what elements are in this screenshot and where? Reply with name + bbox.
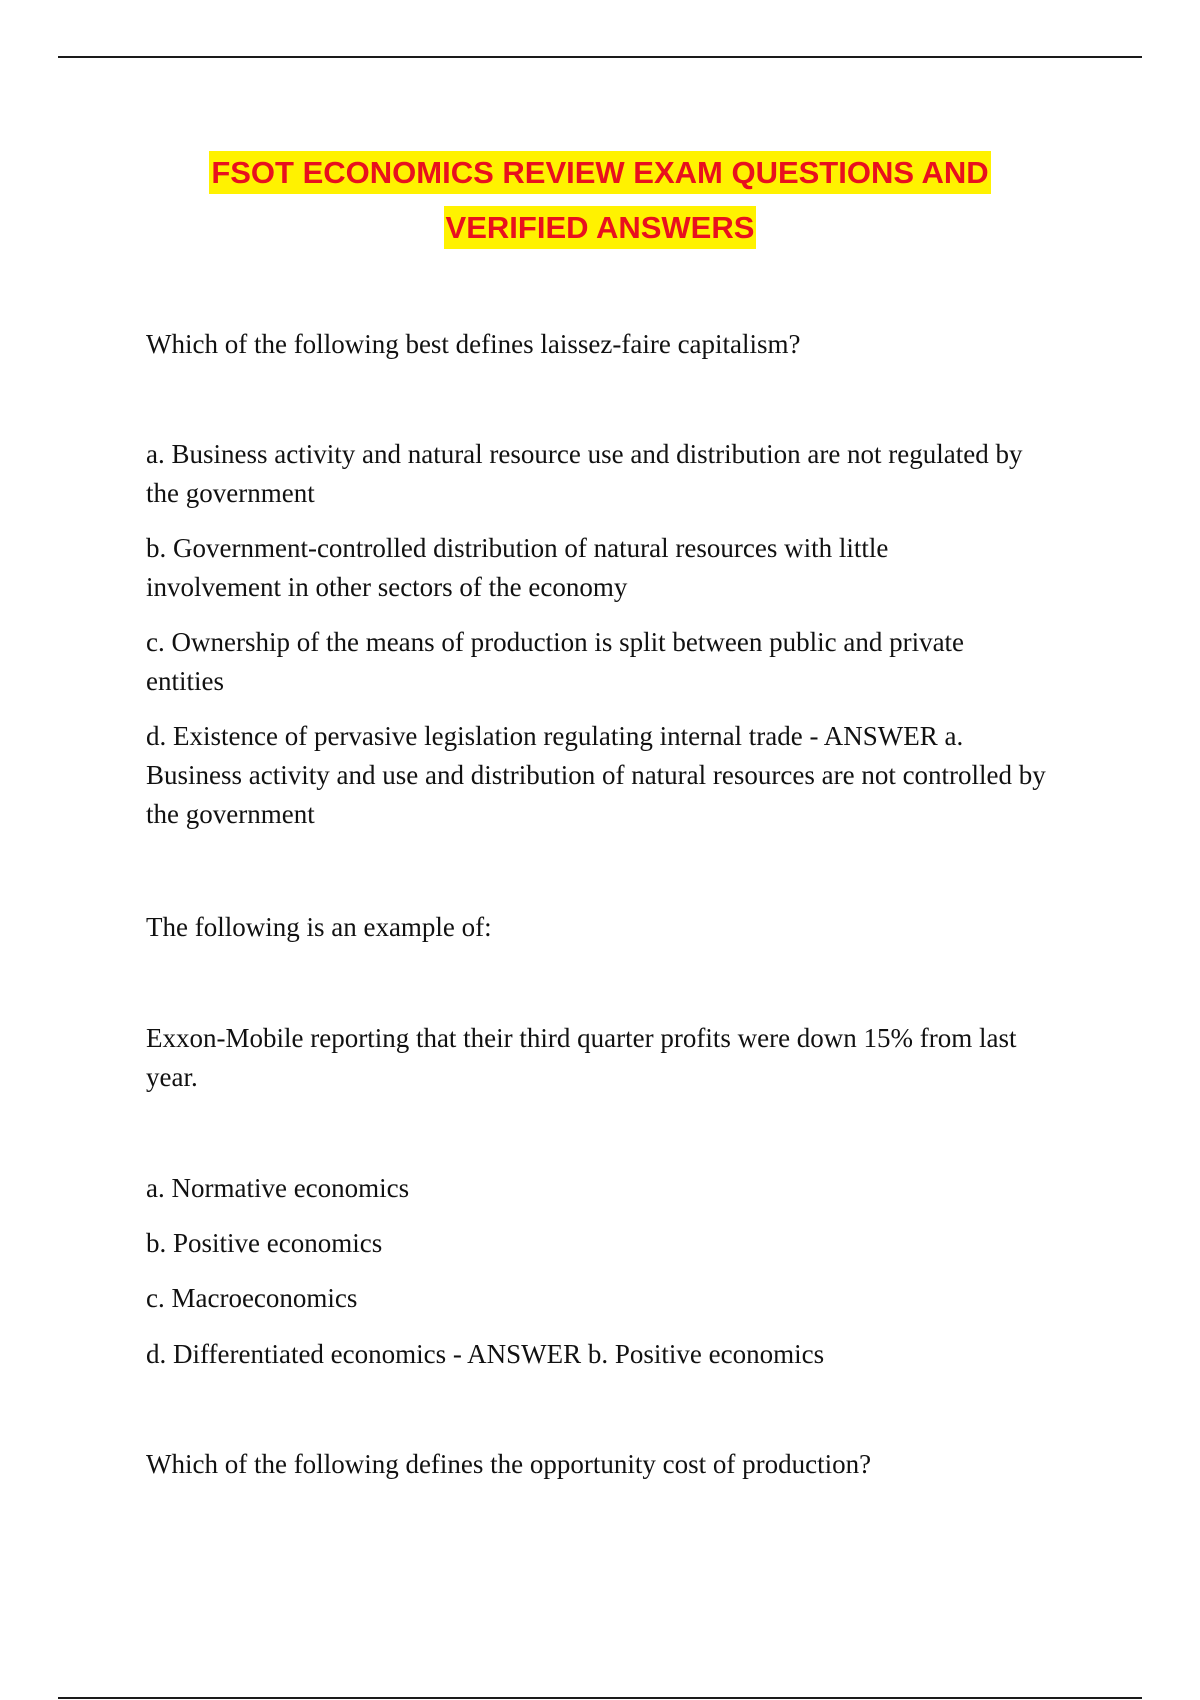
question-2-option-b: b. Positive economics bbox=[146, 1228, 383, 1258]
title-line-1: FSOT ECONOMICS REVIEW EXAM QUESTIONS AND bbox=[209, 151, 990, 194]
question-1-option-a: a. Business activity and natural resource use and distribution are not regulated by the government bbox=[146, 439, 1023, 508]
question-2-stem: The following is an example of: bbox=[146, 912, 492, 942]
question-1-stem: Which of the following best defines laissez-faire capitalism? bbox=[146, 329, 801, 359]
question-2-option-d: d. Differentiated economics - ANSWER b. Positive economics bbox=[146, 1339, 825, 1369]
question-1-option-b: b. Government-controlled distribution of natural resources with little involvement in other sectors of the economy bbox=[146, 533, 889, 602]
question-3-stem: Which of the following defines the opportunity cost of production? bbox=[146, 1449, 872, 1479]
title-line-2: VERIFIED ANSWERS bbox=[444, 206, 757, 249]
question-2-option-a: a. Normative economics bbox=[146, 1173, 410, 1203]
question-1-option-d: d. Existence of pervasive legislation regulating internal trade - ANSWER a. Business activity and use and distribution of natural resources are not controlled by the government bbox=[146, 721, 1046, 829]
bottom-rule bbox=[58, 1697, 1142, 1699]
document-title bbox=[140, 145, 1060, 255]
top-rule bbox=[58, 56, 1142, 58]
question-1-option-c: c. Ownership of the means of production is split between public and private entities bbox=[146, 627, 965, 696]
question-2-option-c: c. Macroeconomics bbox=[146, 1283, 358, 1313]
question-2-context: Exxon-Mobile reporting that their third quarter profits were down 15% from last year. bbox=[146, 1023, 1017, 1092]
